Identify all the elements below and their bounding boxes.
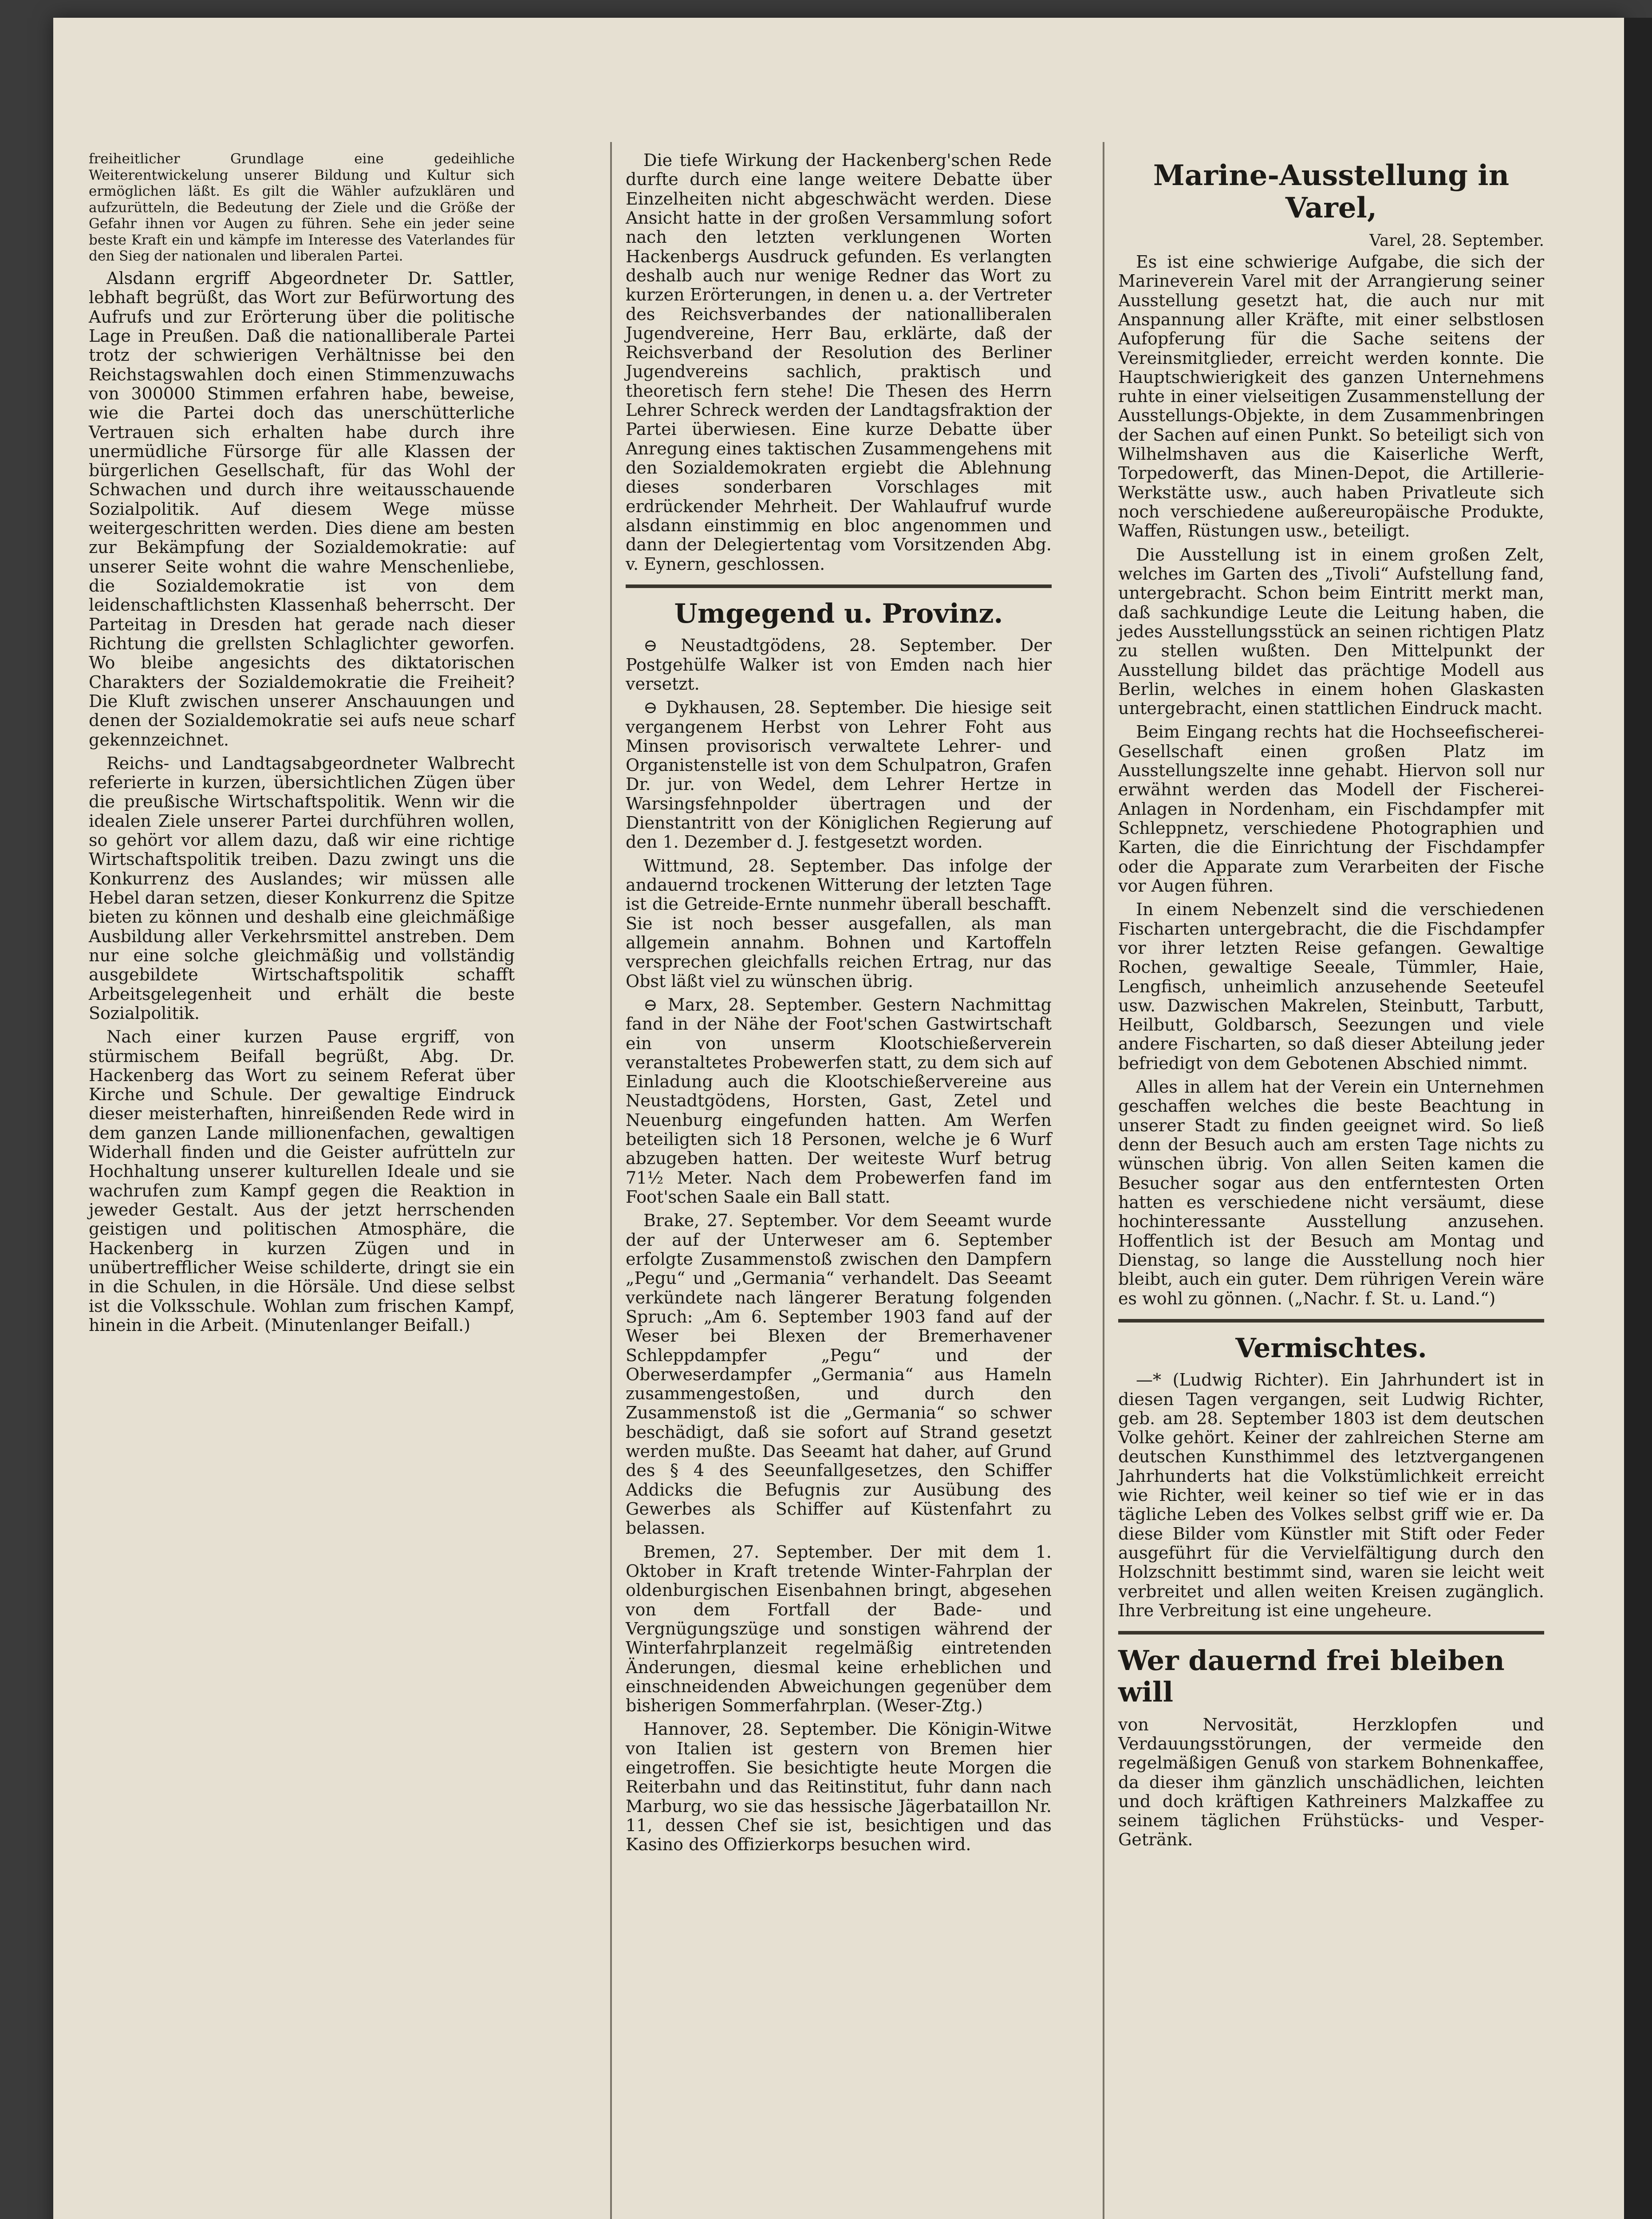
column-left — [89, 151, 515, 1339]
section-heading: Umgegend u. Provinz. — [674, 598, 1003, 629]
article-paragraph: Reichs- und Landtagsabgeordneter Walbrecht referierte in kurzen, übersichtlichen Zügen über die preußische Wirtschaftspolitik. Wenn wir die idealen Ziele unserer Partei durchführen wollen, so gehört vor allem dazu, daß wir eine richtige Wirtschaftspolitik treiben. Dazu zwingt uns die Konkurrenz des Auslandes; wir müssen alle Hebel daran setzen, dieser Konkurrenz die Spitze bieten zu können und deshalb eine gleichmäßige Ausbildung aller Verkehrsmittel anstreben. Dem nur eine solche gleichmäßig und vollständig ausgebildete Wirtschaftspolitik schafft Arbeitsgelegenheit und erhält die beste Sozialpolitik. — [89, 753, 515, 1023]
news-item: Brake, 27. September. Vor dem Seeamt wurde der auf der Unterweser am 6. September erfolgte Zusammenstoß zwischen den Dampfern „Pegu“ und „Germania“ verhandelt. Das Seeamt verkündete nach längerer Beratung folgenden Spruch: „Am 6. September 1903 fand auf der Weser bei Blexen der Bremerhavener Schleppdampfer „Pegu“ und der Oberweserdampfer „Germania“ aus Hameln zusammengestoßen, und durch den Zusammenstoß ist die „Germania“ so schwer beschädigt, daß sie sofort auf Strand gesetzt werden mußte. Das Seeamt hat daher, auf Grund des § 4 des Seeunfallgesetzes, den Schiffer Addicks die Befugnis zur Ausübung des Gewerbes als Schiffer auf Küstenfahrt zu belassen. — [626, 1211, 1052, 1538]
section-heading: Marine-Ausstellung in Varel, — [1153, 159, 1510, 225]
article-paragraph: —* (Ludwig Richter). Ein Jahrhundert ist in diesen Tagen vergangen, seit Ludwig Richter, geb. am 28. September 1803 ist dem deutschen Volke gehört. Keiner der zahlreichen Sterne am deutschen Kunsthimmel des letztvergangenen Jahrhunderts hat die Volkstümlichkeit erreicht wie Richter, weil keiner so tief wie er in das tägliche Leben des Volkes selbst griff wie er. Da diese Bilder vom Künstler mit Stift oder Feder ausgeführt für die Vervielfältigung durch den Holzschnitt bestimmt sind, waren sie leicht weit verbreitet und allen weiten Kreisen zugänglich. Ihre Verbreitung ist eine ungeheure. — [1118, 1370, 1544, 1620]
article-paragraph: Die tiefe Wirkung der Hackenberg'schen Rede durfte durch eine lange weitere Debatte über Einzelheiten nicht abgeschwächt werden. Diese Ansicht hatte in der großen Versammlung sofort nach den letzten verklungenen Worten Hackenbergs Ausdruck gefunden. Es verlangten deshalb auch nur wenige Redner das Wort zu kurzen Erörterungen, in denen u. a. der Vertreter des Reichsverbandes der nationalliberalen Jugendvereine, Herr Bau, erklärte, daß der Reichsverband der Resolution des Berliner Jugendvereins sachlich, praktisch und theoretisch fern stehe! Die Thesen des Herrn Lehrer Schreck werden der Landtagsfraktion der Partei überwiesen. Eine kurze Debatte über Anregung eines taktischen Zusammengehens mit den Sozialdemokraten ergiebt die Ablehnung dieses sonderbaren Vorschlages mit erdrückender Mehrheit. Der Wahlaufruf wurde alsdann einstimmig en bloc angenommen und dann der Delegiertentag vom Vorsitzenden Abg. v. Eynern, geschlossen. — [626, 150, 1052, 574]
article-paragraph: Nach einer kurzen Pause ergriff, von stürmischem Beifall begrüßt, Abg. Dr. Hackenberg das Wort zu seinem Referat über Kirche und Schule. Der gewaltige Eindruck dieser meisterhaften, hinreißenden Rede wird in dem ganzen Lande millionenfachen, gewaltigen Widerhall finden und die Geister aufrütteln zur Hochhaltung unserer kulturellen Ideale und sie wachrufen zum Kampf gegen die Reaktion in jeweder Gestalt. Aus der jetzt herrschenden geistigen und politischen Atmosphäre, die Hackenberg in kurzen Zügen und in unübertrefflicher Weise schilderte, dringt sie ein in die Schulen, in die Hörsäle. Und diese selbst ist die Volksschule. Wohlan zum frischen Kampf, hinein in die Arbeit. (Minutenlanger Beifall.) — [89, 1027, 515, 1335]
section-rule — [1118, 1631, 1544, 1635]
article-paragraph: Die Ausstellung ist in einem großen Zelt, welches im Garten des „Tivoli“ Aufstellung fand, untergebracht. Schon beim Eintritt merkt man, daß sachkundige Leute die Leitung haben, die jedes Ausstellungsstück an seinen richtigen Platz zu stellen wußten. Den Mittelpunkt der Ausstellung bildet das prächtige Modell aus Berlin, welches in einem hohen Glaskasten untergebracht, einen stattlichen Eindruck macht. — [1118, 545, 1544, 719]
section-heading: Vermischtes. — [1235, 1332, 1427, 1364]
section-rule — [1118, 1319, 1544, 1323]
article-paragraph: Alles in allem hat der Verein ein Unternehmen geschaffen welches die beste Beachtung in unserer Stadt zu finden geeignet wird. So ließ denn der Besuch auch am ersten Tage nichts zu wünschen übrig. Von allen Seiten kamen die Besucher sogar aus den entferntesten Orten hatten es verschiedene nicht versäumt, diese hochinteressante Ausstellung anzusehen. Hoffentlich ist der Besuch am Montag und Dienstag, so lange die Ausstellung noch hier bleibt, auch ein guter. Dem rührigen Verein wäre es wohl zu gönnen. („Nachr. f. St. u. Land.“) — [1118, 1077, 1544, 1308]
dateline: Varel, 28. September. — [1369, 231, 1544, 250]
advertisement-heading: Wer dauernd frei bleiben will — [1118, 1644, 1505, 1708]
column-right — [1118, 151, 1544, 1854]
scan-edge — [1624, 18, 1652, 2219]
article-paragraph: Es ist eine schwierige Aufgabe, die sich der Marineverein Varel mit der Arrangierung seiner Ausstellung gesetzt hat, die auch nur mit Anspannung aller Kräfte, mit einer selbstlosen Aufopferung für die Sache seitens der Vereinsmitglieder, erreicht werden konnte. Die Hauptschwierigkeit des ganzen Unternehmens ruhte in einer vielseitigen Zusammenstellung der Ausstellungs-Objekte, in dem Zusammenbringen der Sachen auf einen Punkt. So beteiligt sich von Wilhelmshaven aus die Kaiserliche Werft, Torpedowerft, das Minen-Depot, die Artillerie-Werkstätte usw., auch haben Privatleute sich noch verschiedene außereuropäische Produkte, Waffen, Rüstungen usw., beteiligt. — [1118, 252, 1544, 541]
news-item: Hannover, 28. September. Die Königin-Witwe von Italien ist gestern von Bremen hier eingetroffen. Sie besichtigte heute Morgen die Reiterbahn und das Reitinstitut, fuhr dann nach Marburg, wo sie das hessische Jägerbataillon Nr. 11, dessen Chef sie ist, besichtigen und das Kasino des Offizierkorps besuchen wird. — [626, 1719, 1052, 1855]
article-paragraph: Alsdann ergriff Abgeordneter Dr. Sattler, lebhaft begrüßt, das Wort zur Befürwortung des Aufrufs und zur Erörterung über die politische Lage in Preußen. Daß die nationalliberale Partei trotz der schwierigen Verhältnisse bei den Reichstagswahlen doch einen Stimmenzuwachs von 300000 Stimmen erfahren habe, beweise, wie die Partei doch das unerschütterliche Vertrauen sich erhalten habe durch ihre unermüdliche Fürsorge für alle Klassen der bürgerlichen Gesellschaft, für das Wohl der Schwachen und durch ihre weitausschauende Sozialpolitik. Auf diesem Wege müsse weitergeschritten werden. Dies diene am besten zur Bekämpfung der Sozialdemokratie: auf unserer Seite wohnt die wahre Menschenliebe, die Sozialdemokratie ist von dem leidenschaftlichsten Klassenhaß beherrscht. Der Parteitag in Dresden hat gerade nach dieser Richtung die grellsten Schlaglichter geworfen. Wo bleibe angesichts des diktatorischen Charakters der Sozialdemokratie die Freiheit? Die Kluft zwischen unserer Anschauungen und denen der Sozialdemokratie sei aufs neue scharf gekennzeichnet. — [89, 268, 515, 750]
news-item: Wittmund, 28. September. Das infolge der andauernd trockenen Witterung der letzten Tage ist die Getreide-Ernte nunmehr überall beschafft. Sie ist noch besser ausgefallen, als man allgemein annahm. Bohnen und Kartoffeln versprechen gleichfalls reichen Ertrag, nur das Obst läßt viel zu wünschen übrig. — [626, 856, 1052, 991]
advertisement-text: von Nervosität, Herzklopfen und Verdauungsstörungen, der vermeide den regelmäßigen Genuß von starkem Bohnenkaffee, da dieser ihm gänzlich unschädlichen, leichten und doch kräftigen Kathreiners Malzkaffee zu seinem täglichen Frühstücks- und Vesper-Getränk. — [1118, 1714, 1544, 1850]
column-divider — [1103, 142, 1104, 2219]
news-item: Bremen, 27. September. Der mit dem 1. Oktober in Kraft tretende Winter-Fahrplan der oldenburgischen Eisenbahnen bringt, abgesehen von dem Fortfall der Bade- und Vergnügungszüge und sonstigen während der Winterfahrplanzeit regelmäßig eintretenden Änderungen, diesmal keine erheblichen und einschneidenden Abweichungen gegenüber dem bisherigen Sommerfahrplan. (Weser-Ztg.) — [626, 1542, 1052, 1716]
section-rule — [626, 584, 1052, 588]
appeal-intro: freiheitlicher Grundlage eine gedeihliche Weiterentwickelung unserer Bildung und Kultur sich ermöglichen läßt. Es gilt die Wähler aufzuklären und aufzurütteln, die Bedeutung der Ziele und die Größe der Gefahr ihnen vor Augen zu führen. Sehe ein jeder seine beste Kraft ein und kämpfe im Interesse des Vaterlandes für den Sieg der nationalen und liberalen Partei. — [89, 151, 515, 265]
column-middle — [626, 151, 1052, 1859]
column-divider — [610, 142, 612, 2219]
news-item: ⊖ Neustadtgödens, 28. September. Der Postgehülfe Walker ist von Emden nach hier versetzt. — [626, 636, 1052, 694]
article-paragraph: In einem Nebenzelt sind die verschiedenen Fischarten untergebracht, die die Fischdampfer vor ihrer letzten Reise gefangen. Gewaltige Rochen, gewaltige Seeale, Tümmler, Haie, Lengfisch, unheimlich anzusehende Seeteufel usw. Dazwischen Makrelen, Steinbutt, Tarbutt, Heilbutt, Goldbarsch, Seezungen und viele andere Fischarten, so daß dieser Abteilung jeder befriedigt von dem Gebotenen Abschied nimmt. — [1118, 900, 1544, 1073]
news-item: ⊖ Dykhausen, 28. September. Die hiesige seit vergangenem Herbst von Lehrer Foht aus Minsen provisorisch verwaltete Lehrer- und Organistenstelle ist von dem Schulpatron, Grafen Dr. jur. von Wedel, dem Lehrer Hertze in Warsingsfehnpolder übertragen und der Dienstantritt von der Königlichen Regierung auf den 1. Dezember d. J. festgesetzt worden. — [626, 698, 1052, 852]
article-paragraph: Beim Eingang rechts hat die Hochseefischerei-Gesellschaft einen großen Platz im Ausstellungszelte inne gehabt. Hiervon soll nur erwähnt werden das Modell der Fischerei-Anlagen in Nordenham, ein Fischdampfer mit Schleppnetz, verschiedene Photographien und Karten, die die Einrichtung der Fischdampfer oder die Apparate zum Verarbeiten der Fische vor Augen führen. — [1118, 722, 1544, 896]
news-item: ⊖ Marx, 28. September. Gestern Nachmittag fand in der Nähe der Foot'schen Gastwirtschaft ein von unserm Klootschießerverein veranstaltetes Probewerfen statt, zu dem sich auf Einladung auch die Klootschießervereine aus Neustadtgödens, Horsten, Gast, Zetel und Neuenburg eingefunden hatten. Am Werfen beteiligten sich 18 Personen, welche je 6 Wurf abzugeben hatten. Der weiteste Wurf betrug 71½ Meter. Nach dem Probewerfen fand im Foot'schen Saale ein Ball statt. — [626, 995, 1052, 1207]
